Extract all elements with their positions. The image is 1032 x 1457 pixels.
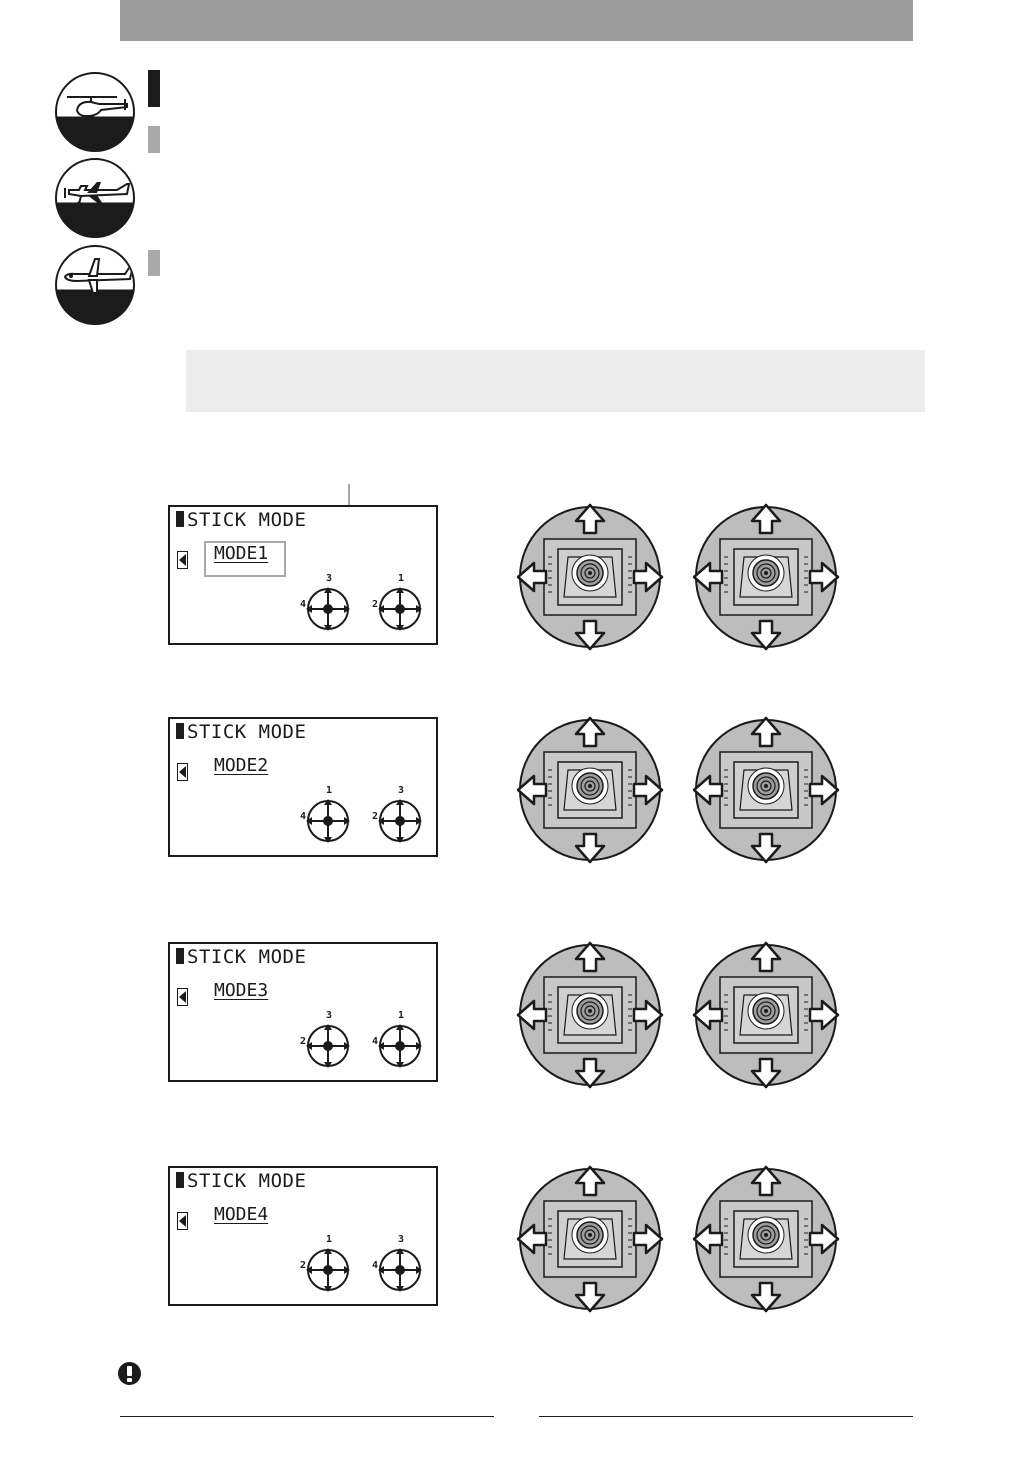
channel-label: 4 [300, 811, 307, 822]
screen-title [176, 509, 306, 531]
left-stick-illustration [510, 497, 670, 657]
right-stick-diagram [372, 1010, 422, 1070]
left-stick-illustration [510, 935, 670, 1095]
left-stick-illustration [510, 1159, 670, 1319]
header-bar [120, 0, 913, 41]
channel-label: 3 [326, 1010, 333, 1021]
channel-label: 1 [398, 1010, 405, 1021]
channel-label: 4 [372, 1036, 379, 1047]
channel-label: 3 [398, 1234, 405, 1245]
warning-icon [118, 1362, 141, 1385]
channel-label: 2 [372, 811, 379, 822]
subsection-marker [148, 250, 160, 276]
channel-label: 1 [326, 1234, 333, 1245]
note-box [186, 350, 925, 412]
stick-mode-screen [168, 717, 438, 857]
mode-value[interactable]: MODE2 [214, 755, 269, 776]
channel-label: 4 [372, 1260, 379, 1271]
right-stick-illustration [686, 1159, 846, 1319]
section-marker [148, 70, 160, 107]
footer-rule-left [120, 1416, 494, 1417]
lcd-cursor-icon [177, 763, 188, 781]
mode-value[interactable]: MODE1 [214, 543, 269, 564]
left-stick-diagram [300, 573, 350, 633]
right-stick-diagram [372, 785, 422, 845]
screen-title [176, 1170, 306, 1192]
channel-label: 2 [372, 599, 379, 610]
right-stick-illustration [686, 710, 846, 870]
channel-label: 2 [300, 1260, 307, 1271]
screen-title [176, 946, 306, 968]
footer-rule-right [539, 1416, 913, 1417]
left-stick-diagram [300, 1234, 350, 1294]
channel-label: 4 [300, 599, 307, 610]
left-stick-illustration [510, 710, 670, 870]
left-stick-diagram [300, 1010, 350, 1070]
screen-title [176, 721, 306, 743]
stick-mode-screen [168, 505, 438, 645]
channel-label: 3 [326, 573, 333, 584]
channel-label: 1 [326, 785, 333, 796]
lcd-cursor-icon [177, 551, 188, 569]
glider-icon [55, 245, 135, 325]
screen-title-text: STICK MODE [187, 509, 307, 531]
channel-label: 3 [398, 785, 405, 796]
left-stick-diagram [300, 785, 350, 845]
channel-label: 2 [300, 1036, 307, 1047]
stick-mode-screen [168, 942, 438, 1082]
lcd-cursor-icon [177, 1212, 188, 1230]
subsection-marker [148, 126, 160, 153]
channel-label: 1 [398, 573, 405, 584]
airplane-icon [55, 158, 135, 238]
helicopter-icon [55, 72, 135, 152]
mode-value[interactable]: MODE3 [214, 980, 269, 1001]
mode-value[interactable]: MODE4 [214, 1204, 269, 1225]
right-stick-diagram [372, 573, 422, 633]
lcd-cursor-icon [177, 988, 188, 1006]
screen-title-text: STICK MODE [187, 721, 307, 743]
right-stick-illustration [686, 935, 846, 1095]
screen-title-text: STICK MODE [187, 1170, 307, 1192]
stick-mode-screen [168, 1166, 438, 1306]
right-stick-illustration [686, 497, 846, 657]
right-stick-diagram [372, 1234, 422, 1294]
screen-title-text: STICK MODE [187, 946, 307, 968]
